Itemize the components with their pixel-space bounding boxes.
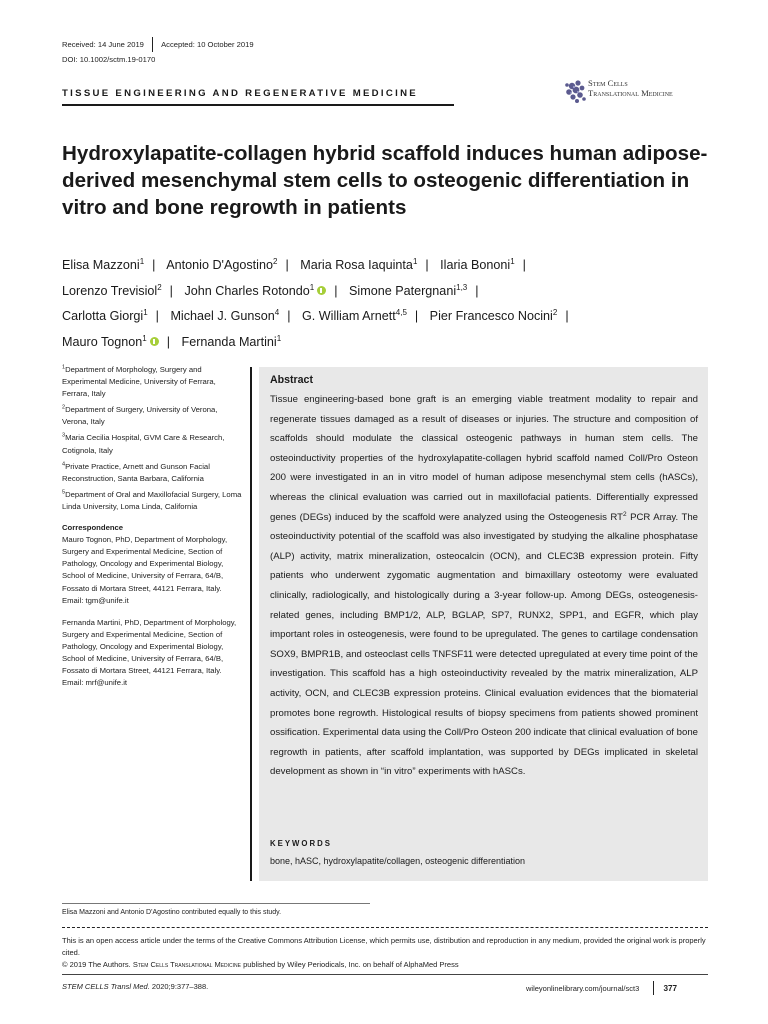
author-text: Michael J. Gunson	[170, 309, 275, 324]
affiliation-text: Department of Morphology, Surgery and Experimental Medicine, University of Ferrara, Ferrara, Italy	[62, 365, 216, 399]
author-name	[62, 309, 167, 323]
author-name	[184, 284, 345, 298]
author-name	[62, 258, 163, 272]
footer-right	[526, 981, 677, 995]
footnote-rule	[62, 903, 370, 904]
orcid-icon[interactable]	[150, 337, 159, 346]
correspondence-address: Fernanda Martini, PhD, Department of Morphology, Surgery and Experimental Medicine, Section of Pathology, Oncology and Experimental Biology, School of Medicine, University of Ferrara, 64/B, Fossato di Mortara Street, 44121 Ferrara, Italy.	[62, 617, 237, 676]
abstract-text-part1: Tissue engineering-based bone graft is an emerging viable treatment modality to repair and regenerate tissues damaged as a result of diseases or injuries. The structure and composition of scaffolds should modulate the classical osteogenic pathways in human stem cells. The osteoinductivity properties of the hydroxylapatite-collagen hybrid scaffold named Coll/Pro Osteon 200 were investigated in an in vitro model of human adipose mesenchymal stem cells (hASCs), whereas the clinical evaluation was carried out in maxillofacial patients. Differentially expressed genes (DEGs) induced by the scaffold were analyzed using the Osteogenesis RT	[270, 394, 698, 523]
author-separator: |	[152, 258, 156, 272]
citation-volume: 2020;9:377–388.	[149, 982, 209, 991]
license-block	[62, 935, 712, 972]
abstract-rule	[250, 367, 252, 881]
affiliation-number: 5	[62, 489, 66, 496]
author-separator: |	[475, 283, 479, 298]
author-affiliation-sup: 4,5	[395, 308, 407, 317]
affiliation-number: 4	[62, 461, 66, 468]
author-text: G. William Arnett	[301, 309, 396, 324]
affiliation-number: 1	[62, 364, 66, 371]
article-dates	[62, 37, 254, 52]
affiliation	[62, 489, 242, 513]
copyright-prefix: © 2019 The Authors.	[62, 960, 133, 970]
footer-divider	[653, 981, 654, 995]
author-separator: |	[287, 309, 291, 324]
journal-url[interactable]: wileyonlinelibrary.com/journal/sct3	[526, 983, 640, 993]
author-text: John Charles Rotondo	[184, 283, 310, 298]
abstract-superscript: 2	[623, 510, 627, 518]
page-number: 377	[663, 983, 678, 993]
affiliation-text: Private Practice, Arnett and Gunson Facial Reconstruction, Santa Barbara, California	[62, 461, 210, 483]
abstract-text-part2: PCR Array. The osteoinductivity potential of the scaffold was also investigated by studying the alkaline phosphatase (ALP) activity, matrix mineralization, osteocalcin (OCN), and CLEC3B expression protein. Fifty patients who underwent zygomatic augmentation and bimaxillary osteotomy were evaluated clinically, radiologically, and histologically during a 3-year follow-up. Among DEGs, osteogenesis-related genes, including BMP1/2, ALP, BGLAP, SP7, RUNX2, SPP1, and EGFR, which play important roles in osteogenesis, were found to be upregulated. The genes to cartilage condensation SOX9, BMPR1B, and osteoclast cells TNFSF11 were detected upregulated at every time point of the investigation. This scaffold has a high osteoinductivity revealed by the matrix mineralization, ALP activity, OCN, and CLEC3B expression proteins. Clinical evaluation evidences that the biomaterial promotes bone regrowth. Histological results of biopsy specimens from patients showed prominent ossification. Experimental data using the Coll/Pro Osteon 200 indicate that clinical evaluation of bone regrowth in patients, after scaffold implantation, was supported by DEGs implicated in skeletal development as shown in “in vitro” experiments with hASCs.	[270, 511, 698, 778]
author-name	[166, 258, 296, 272]
correspondence-email[interactable]: Email: mrf@unife.it	[62, 678, 128, 688]
affiliation-list	[62, 364, 242, 513]
author-separator: |	[169, 283, 173, 298]
author-text: Fernanda Martini	[181, 334, 277, 349]
journal-name	[588, 79, 673, 98]
copyright-journal: Stem Cells Translational Medicine	[132, 960, 241, 970]
correspondence-entry	[62, 534, 242, 607]
license-dashed-rule	[62, 927, 708, 928]
author-text: Simone Patergnani	[349, 283, 457, 298]
affiliation-text: Department of Oral and Maxillofacial Surgery, Loma Linda University, Loma Linda, California	[62, 489, 242, 511]
author-affiliation-sup: 2	[157, 282, 162, 292]
author-affiliation-sup: 2	[552, 308, 558, 317]
journal-citation	[62, 982, 208, 991]
correspondence-address: Mauro Tognon, PhD, Department of Morphology, Surgery and Experimental Medicine, Section of Pathology, Oncology and Experimental Biology, School of Medicine, University of Ferrara, 64/B, Fossato di Mortara Street, 44121 Ferrara, Italy.	[62, 535, 228, 593]
author-separator: |	[414, 309, 419, 324]
footer-rule	[62, 974, 708, 975]
affiliation-number: 3	[62, 432, 66, 439]
section-rule	[62, 104, 454, 106]
affiliation	[62, 364, 242, 400]
abstract-heading: Abstract	[270, 374, 313, 386]
author-affiliation-sup: 1	[412, 256, 418, 266]
affiliation	[62, 404, 242, 428]
author-separator: |	[334, 283, 338, 298]
accepted-date: Accepted: 10 October 2019	[161, 40, 254, 49]
author-affiliation-sup: 4	[274, 308, 280, 317]
author-name	[170, 309, 298, 323]
affiliation-number: 2	[62, 404, 66, 411]
author-text: Maria Rosa Iaquinta	[300, 258, 413, 272]
author-affiliation-sup: 1	[309, 282, 315, 292]
author-affiliation-sup: 1,3	[456, 282, 468, 292]
author-text: Elisa Mazzoni	[62, 258, 140, 272]
author-list	[62, 253, 732, 355]
copyright-suffix: published by Wiley Periodicals, Inc. on behalf of AlphaMed Press	[240, 960, 459, 970]
orcid-icon[interactable]	[317, 286, 326, 295]
author-separator: |	[166, 334, 171, 349]
author-affiliation-sup: 1	[276, 333, 282, 343]
author-name	[182, 335, 282, 349]
journal-abbrev: STEM CELLS Transl Med.	[62, 982, 150, 991]
correspondence-email[interactable]: Email: tgm@unife.it	[62, 595, 129, 605]
keywords-text: bone, hASC, hydroxylapatite/collagen, osteogenic differentiation	[270, 856, 526, 866]
author-affiliation-sup: 1	[143, 308, 148, 317]
copyright-line	[62, 959, 712, 971]
author-text: Pier Francesco Nocini	[429, 309, 553, 324]
author-separator: |	[522, 258, 526, 272]
author-affiliation-sup: 2	[272, 256, 278, 266]
author-text: Ilaria Bononi	[440, 258, 511, 272]
author-separator: |	[155, 309, 159, 324]
correspondence-list	[62, 534, 242, 689]
author-text: Mauro Tognon	[62, 334, 143, 349]
affiliation-text: Maria Cecilia Hospital, GVM Care & Research, Cotignola, Italy	[62, 433, 225, 455]
license-text: This is an open access article under the terms of the Creative Commons Attribution License, which permits use, distribution and reproduction in any medium, provided the original work is properly cited.	[62, 936, 706, 958]
author-text: Antonio D'Agostino	[166, 258, 273, 272]
correspondence-heading: Correspondence	[62, 523, 124, 533]
author-name	[440, 258, 534, 272]
author-separator: |	[565, 309, 569, 324]
author-affiliation-sup: 1	[142, 333, 147, 343]
author-name	[430, 309, 577, 323]
section-label: TISSUE ENGINEERING AND REGENERATIVE MEDICINE	[62, 88, 418, 99]
author-name	[62, 284, 181, 298]
author-name	[302, 309, 426, 323]
received-date: Received: 14 June 2019	[62, 40, 144, 49]
author-name	[300, 258, 436, 272]
affiliations-column	[62, 364, 242, 699]
affiliation	[62, 432, 242, 456]
date-divider	[152, 37, 153, 52]
keywords-heading: KEYWORDS	[270, 839, 332, 848]
author-affiliation-sup: 1	[139, 256, 145, 266]
equal-contribution-note: Elisa Mazzoni and Antonio D'Agostino contributed equally to this study.	[62, 909, 282, 916]
journal-name-line1: Stem Cells	[588, 78, 628, 88]
author-affiliation-sup: 1	[510, 256, 515, 266]
author-text: Lorenzo Trevisiol	[62, 283, 158, 298]
author-separator: |	[425, 258, 429, 272]
author-text: Carlotta Giorgi	[62, 309, 144, 324]
journal-name-line2: Translational Medicine	[588, 87, 673, 98]
doi[interactable]: DOI: 10.1002/sctm.19-0170	[62, 55, 156, 64]
author-name	[62, 335, 178, 349]
correspondence-entry	[62, 617, 242, 690]
affiliation	[62, 461, 242, 485]
author-separator: |	[285, 258, 289, 272]
affiliation-text: Department of Surgery, University of Verona, Verona, Italy	[62, 405, 218, 427]
article-title: Hydroxylapatite-collagen hybrid scaffold induces human adipose-derived mesenchymal stem cells to osteogenic differentiation in vitro and bone regrowth in patients	[62, 142, 708, 219]
author-name	[349, 284, 487, 298]
abstract-text	[270, 390, 698, 782]
